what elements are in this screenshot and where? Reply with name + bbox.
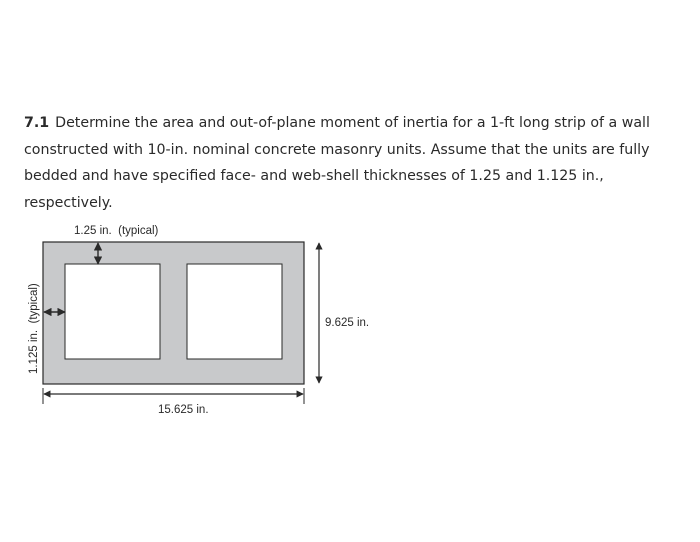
problem-text: Determine the area and out-of-plane moment of inertia for a 1-ft long strip of a wall constructed with 10-in. nominal concrete masonry units. Assume that the units are fully bedded and have specified face- and web-shell thicknesses of 1.25 and 1.125 in., respectively. (24, 115, 650, 211)
length-label: 15.625 in. (158, 404, 209, 416)
face-shell-label: 1.25 in. (typical) (74, 225, 159, 237)
problem-number: 7.1 (24, 115, 50, 131)
web-shell-label: 1.125 in. (typical) (28, 283, 40, 374)
cell-left (65, 264, 160, 359)
height-label: 9.625 in. (325, 317, 370, 329)
cell-right (187, 264, 282, 359)
